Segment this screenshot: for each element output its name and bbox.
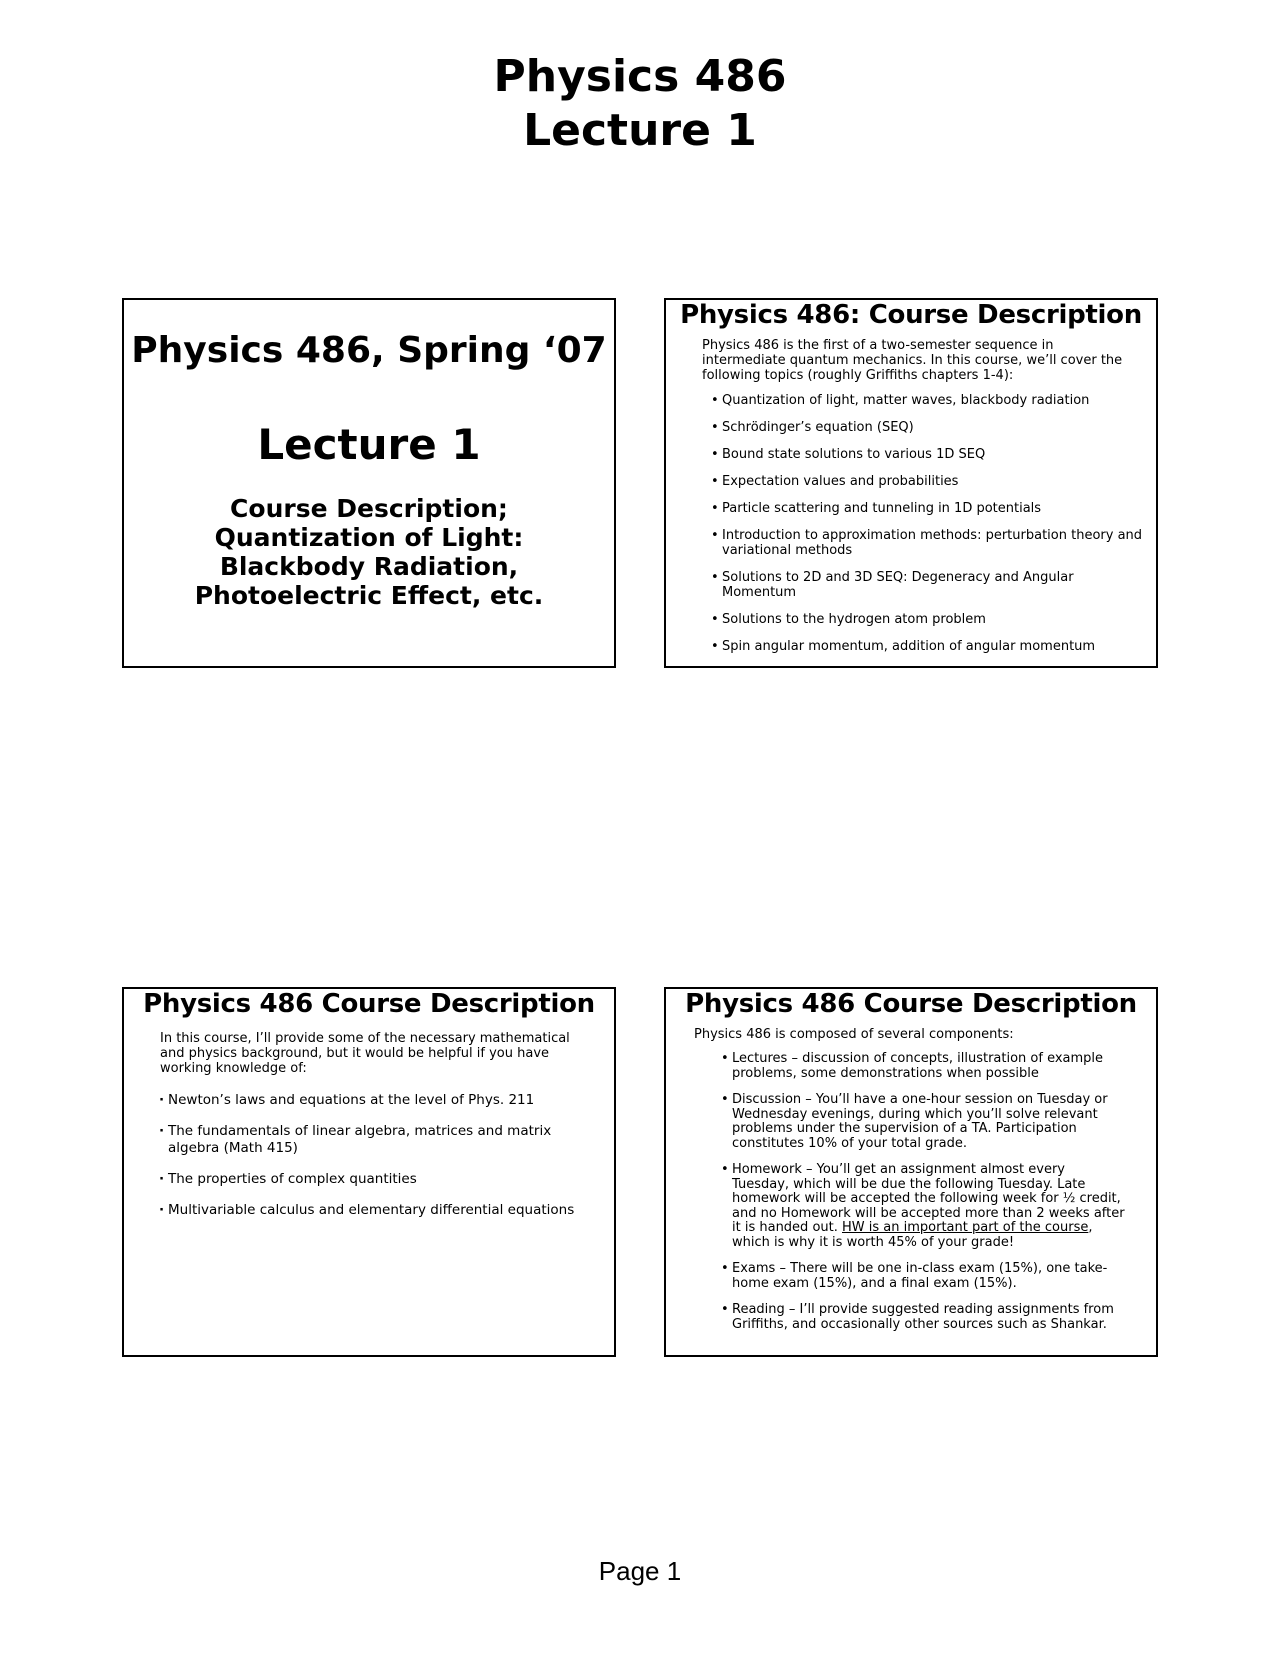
slide-course-topics — [664, 298, 1158, 668]
list-item-reading: • Reading – I’ll provide suggested reading assignments from Griffiths, and occasionally other sources such as Shankar. — [732, 1303, 1126, 1332]
list-item: · The properties of complex quantities — [168, 1171, 594, 1188]
homework-emphasis: HW is an important part of the course — [842, 1220, 1089, 1235]
slide-intro: Physics 486 is the first of a two-semester sequence in intermediate quantum mechanics. In this course, we’ll cover the following topics (roughly Griffiths chapters 1-4): — [702, 338, 1123, 383]
slide-heading: Physics 486: Course Description — [680, 300, 1142, 330]
document-title-course: Physics 486 — [493, 51, 787, 102]
list-item: · The fundamentals of linear algebra, matrices and matrix algebra (Math 415) — [168, 1123, 594, 1157]
slide-title — [122, 298, 616, 668]
page-number: Page 1 — [598, 1556, 682, 1586]
component-list — [666, 1052, 1156, 1332]
subtitle-line: Quantization of Light: — [214, 523, 524, 552]
slide-title-subtitle — [124, 494, 614, 610]
homework-text: Homework – You’ll get an assignment almost every Tuesday, which will be due the following Tuesday. Late homework will be accepted the following week for ½ credit, and no Homework will be accepted more than 2 weeks after it is handed out. — [732, 1162, 1125, 1235]
list-item-lectures: • Lectures – discussion of concepts, illustration of example problems, some demonstrations when possible — [732, 1052, 1126, 1081]
list-item: • Spin angular momentum, addition of angular momentum — [722, 639, 1146, 654]
homework-text-end: , which is why it is worth 45% of your grade! — [732, 1220, 1093, 1250]
list-item-homework — [732, 1163, 1126, 1250]
list-item: • Schrödinger’s equation (SEQ) — [722, 420, 1146, 435]
list-item: • Solutions to 2D and 3D SEQ: Degeneracy and Angular Momentum — [722, 570, 1146, 600]
document-title-lecture: Lecture 1 — [523, 105, 757, 156]
subtitle-line: Blackbody Radiation, — [219, 552, 519, 581]
list-item: • Expectation values and probabilities — [722, 474, 1146, 489]
slide-course-components — [664, 987, 1158, 1357]
slide-intro: In this course, I’ll provide some of the necessary mathematical and physics background, but it would be helpful if you have working knowledge of: — [160, 1031, 570, 1076]
list-item: • Introduction to approximation methods: perturbation theory and variational methods — [722, 528, 1146, 558]
prerequisite-list — [124, 1092, 614, 1219]
list-item: • Bound state solutions to various 1D SEQ — [722, 447, 1146, 462]
slide-intro: Physics 486 is composed of several components: — [694, 1027, 1014, 1042]
list-item: · Multivariable calculus and elementary differential equations — [168, 1202, 594, 1219]
list-item-discussion: • Discussion – You’ll have a one-hour session on Tuesday or Wednesday evenings, during which you’ll solve relevant problems under the supervision of a TA. Participation constitutes 10% of your total grade. — [732, 1093, 1126, 1151]
subtitle-line: Photoelectric Effect, etc. — [194, 581, 544, 610]
list-item: • Quantization of light, matter waves, blackbody radiation — [722, 393, 1146, 408]
slide-heading: Physics 486 Course Description — [143, 989, 595, 1019]
list-item-exams: • Exams – There will be one in-class exam (15%), one take-home exam (15%), and a final exam (15%). — [732, 1262, 1126, 1291]
document-title — [0, 50, 1280, 158]
topic-list — [666, 393, 1156, 654]
list-item: • Particle scattering and tunneling in 1D potentials — [722, 501, 1146, 516]
slide-heading: Physics 486 Course Description — [685, 989, 1137, 1019]
list-item: • Solutions to the hydrogen atom problem — [722, 612, 1146, 627]
list-item: · Newton’s laws and equations at the level of Phys. 211 — [168, 1092, 594, 1109]
slide-prerequisites — [122, 987, 616, 1357]
subtitle-line: Course Description; — [230, 494, 508, 523]
slide-title-lecture: Lecture 1 — [257, 420, 481, 469]
slide-title-heading: Physics 486, Spring ‘07 — [131, 330, 607, 371]
